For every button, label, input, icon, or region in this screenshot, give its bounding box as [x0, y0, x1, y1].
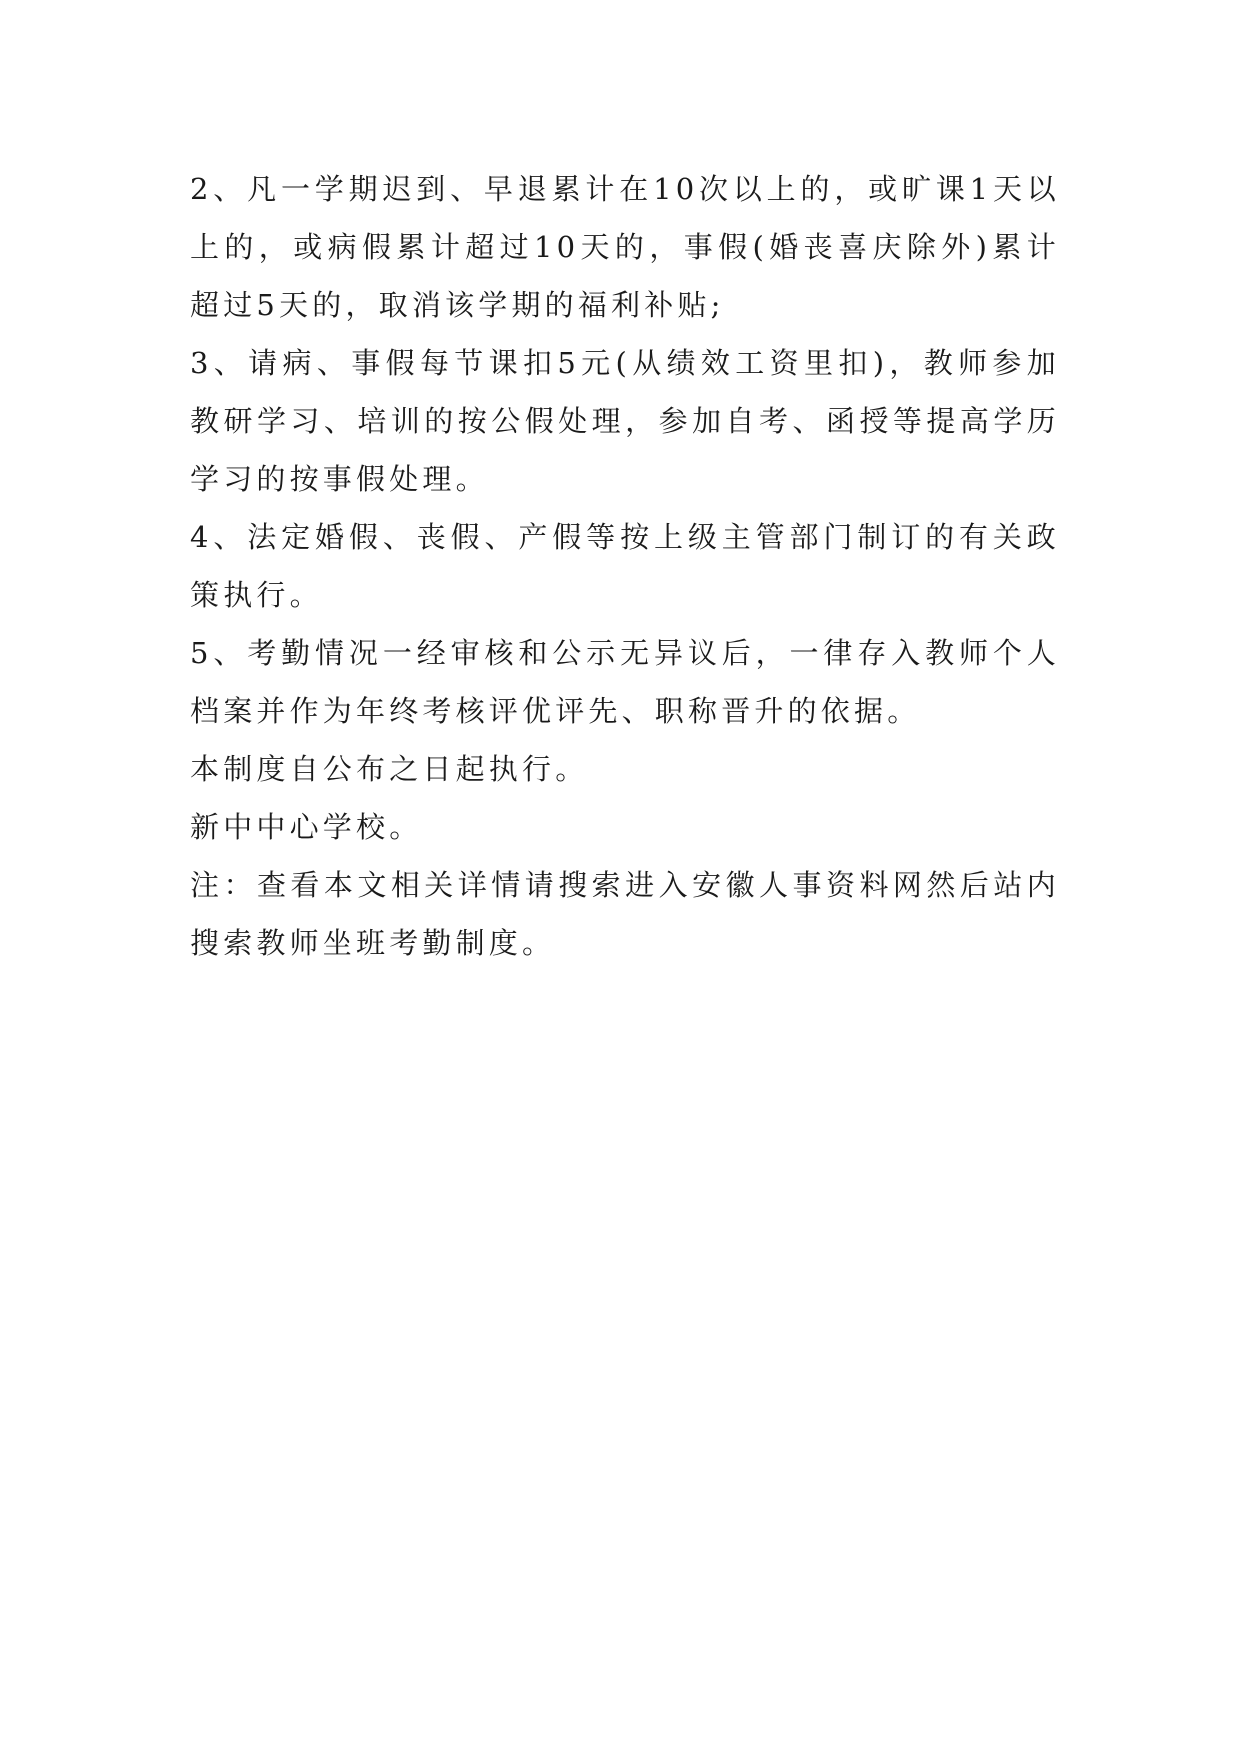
footnote: 注：查看本文相关详情请搜索进入安徽人事资料网然后站内搜索教师坐班考勤制度。 — [190, 868, 1060, 960]
document-body — [190, 160, 1060, 972]
issuer-name: 新中中心学校。 — [190, 810, 423, 844]
rule-item-5: 5、考勤情况一经审核和公示无异议后，一律存入教师个人档案并作为年终考核评优评先、职称晋升的依据。 — [190, 636, 1060, 728]
effective-statement: 本制度自公布之日起执行。 — [190, 752, 589, 786]
rule-item-4: 4、法定婚假、丧假、产假等按上级主管部门制订的有关政策执行。 — [190, 520, 1060, 612]
rule-item-2: 2、凡一学期迟到、早退累计在10次以上的，或旷课1天以上的，或病假累计超过10天的，事假(婚丧喜庆除外)累计超过5天的，取消该学期的福利补贴; — [190, 172, 1060, 322]
rule-item-3: 3、请病、事假每节课扣5元(从绩效工资里扣)，教师参加教研学习、培训的按公假处理，参加自考、函授等提高学历学习的按事假处理。 — [190, 346, 1060, 496]
